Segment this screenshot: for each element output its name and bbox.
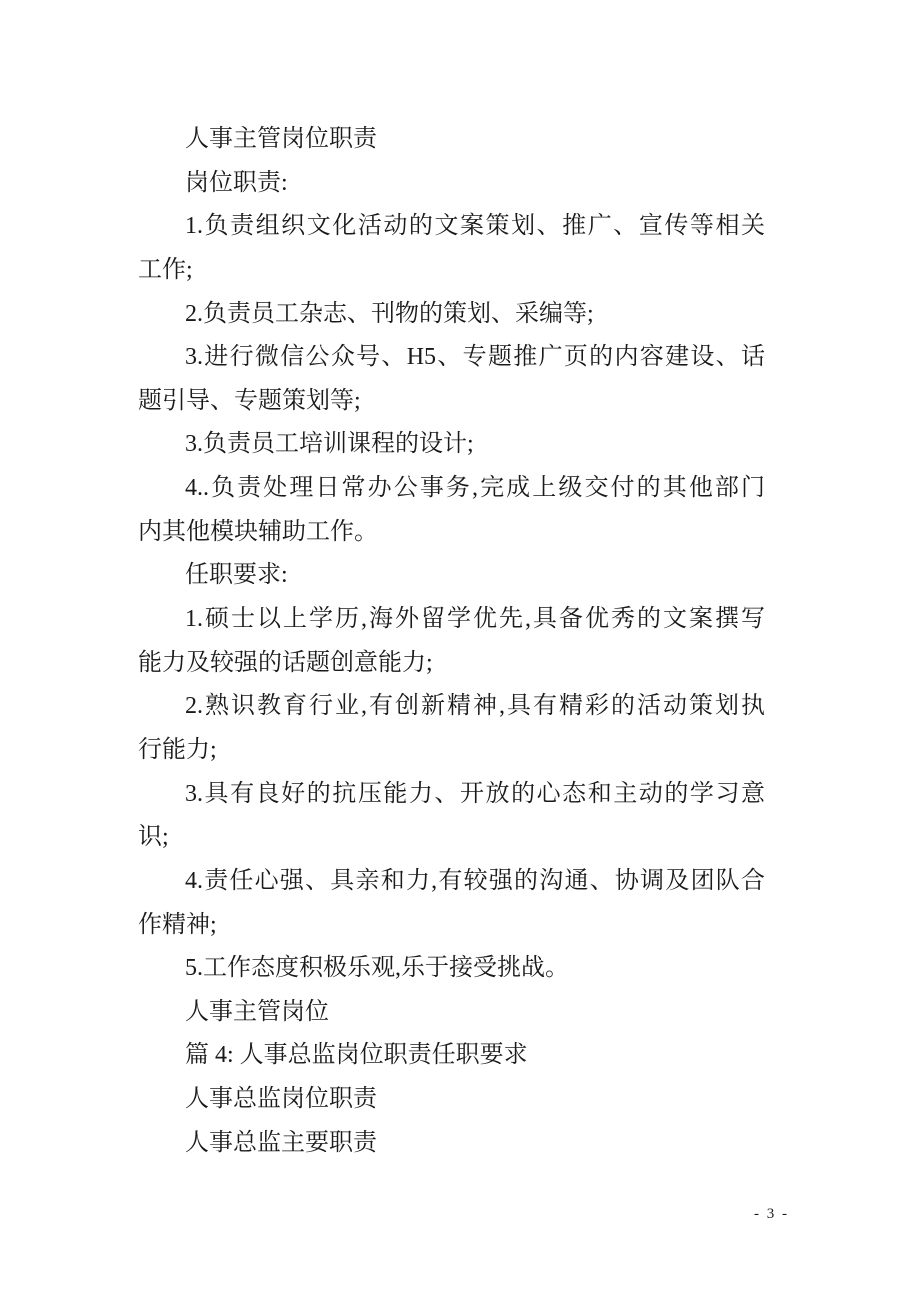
text-line: 识; xyxy=(138,824,169,851)
text-line: 4.责任心强、具亲和力,有较强的沟通、协调及团队合 xyxy=(185,867,765,894)
text-line: 人事主管岗位 xyxy=(185,998,329,1025)
text-line: 3.负责员工培训课程的设计; xyxy=(185,431,474,458)
text-line: 内其他模块辅助工作。 xyxy=(138,518,378,545)
text-line: 岗位职责: xyxy=(185,169,288,196)
text-line: 1.硕士以上学历,海外留学优先,具备优秀的文案撰写 xyxy=(185,606,765,633)
text-line: 题引导、专题策划等; xyxy=(138,387,361,414)
page-number: - 3 - xyxy=(754,1206,789,1222)
text-line: 篇 4: 人事总监岗位职责任职要求 xyxy=(185,1042,528,1069)
text-line: 工作; xyxy=(138,256,193,283)
text-line: 人事总监岗位职责 xyxy=(185,1086,377,1113)
text-line: 4..负责处理日常办公事务,完成上级交付的其他部门 xyxy=(185,475,765,502)
text-line: 3.具有良好的抗压能力、开放的心态和主动的学习意 xyxy=(185,780,765,807)
text-line: 人事总监主要职责 xyxy=(185,1129,377,1156)
text-line: 能力及较强的话题创意能力; xyxy=(138,649,433,676)
text-line: 2.负责员工杂志、刊物的策划、采编等; xyxy=(185,300,594,327)
document-text-body xyxy=(138,118,765,1165)
text-line: 行能力; xyxy=(138,736,217,763)
text-line: 人事主管岗位职责 xyxy=(185,126,377,152)
text-line: 作精神; xyxy=(138,911,217,938)
text-line: 2.熟识教育行业,有创新精神,具有精彩的活动策划执 xyxy=(185,693,765,720)
text-line: 5.工作态度积极乐观,乐于接受挑战。 xyxy=(185,955,569,982)
text-line: 1.负责组织文化活动的文案策划、推广、宣传等相关 xyxy=(185,213,765,240)
text-line: 任职要求: xyxy=(185,562,288,589)
text-line: 3.进行微信公众号、H5、专题推广页的内容建设、话 xyxy=(185,344,765,371)
